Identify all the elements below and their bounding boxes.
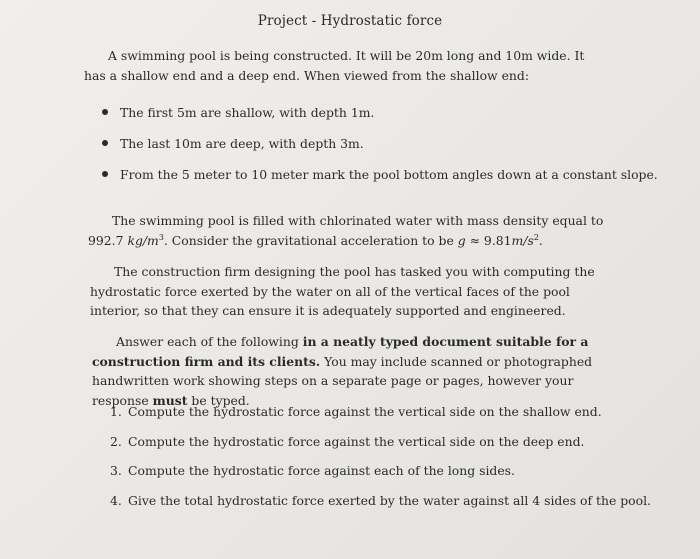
- bullet-icon: [102, 171, 108, 177]
- bullet-icon: [102, 140, 108, 146]
- bullet-icon: [102, 109, 108, 115]
- firm-paragraph: The construction firm designing the pool has tasked you with computing the hydrostatic force exerted by the water on all of the vertical faces of the pool interior, so that they can ensure it is adequately supported and engineered.: [90, 264, 595, 318]
- questions-list: [110, 402, 651, 520]
- list-item: 1. Compute the hydrostatic force against the vertical side on the shallow end.: [110, 404, 602, 419]
- answer-paragraph: Answer each of the following in a neatly typed document suitable for a construction firm and its clients. You may include scanned or photographed handwritten work showing steps on a separate page or pages, however your response must be typed.: [92, 334, 593, 408]
- density-paragraph: The swimming pool is filled with chlorinated water with mass density equal to 992.7 $kg/m^3$. Consider the gravitational acceleration to be $g \approx 9.81m/s^2$.: [88, 213, 604, 248]
- list-item: 4. Give the total hydrostatic force exerted by the water against all 4 sides of the pool.: [110, 492, 651, 508]
- page-title: Project - Hydrostatic force: [257, 13, 443, 29]
- list-item: 3. Compute the hydrostatic force against each of the long sides.: [110, 463, 515, 478]
- document-page: Project - Hydrostatic force A swimming pool is being constructed. It will be 20m long and 10m wide. It has a shallow end and a deep end. When viewed from the shallow end: The first 5m are shallow, with depth 1m. The last 10m are deep, with depth 3m. From the 5 meter to 10 meter mark the pool bottom angles down at a constant slope. The swimming pool is filled with chlorinated water with mass density equal to 992.7 $kg/m^3$. Consider the gravitational acceleration to be $g \approx 9.81m/s^2$. The construction firm designing the pool has tasked you with computing the hydrostatic force exerted by the water on all of the vertical faces of the pool interior, so that they can ensure it is adequately supported and engineered. Answer each of the following in a neatly typed document suitable for a construction firm and its clients. You may include scanned or photographed handwritten work showing steps on a separate page or pages, however your response must be typed. 1. Compute the hydrostatic force against the vertical side on the shallow end. 2. Compute the hydrostatic force against the vertical side on the deep end. 3. Compute the hydrostatic force against each of the long sides. 4. Give the total hydrostatic force exerted by the water against all 4 sides of the pool.: [0, 0, 700, 559]
- list-item: 2. Compute the hydrostatic force against the vertical side on the deep end.: [110, 433, 585, 449]
- intro-paragraph: A swimming pool is being constructed. It will be 20m long and 10m wide. It has a shallow end and a deep end. When viewed from the shallow end:: [84, 48, 585, 83]
